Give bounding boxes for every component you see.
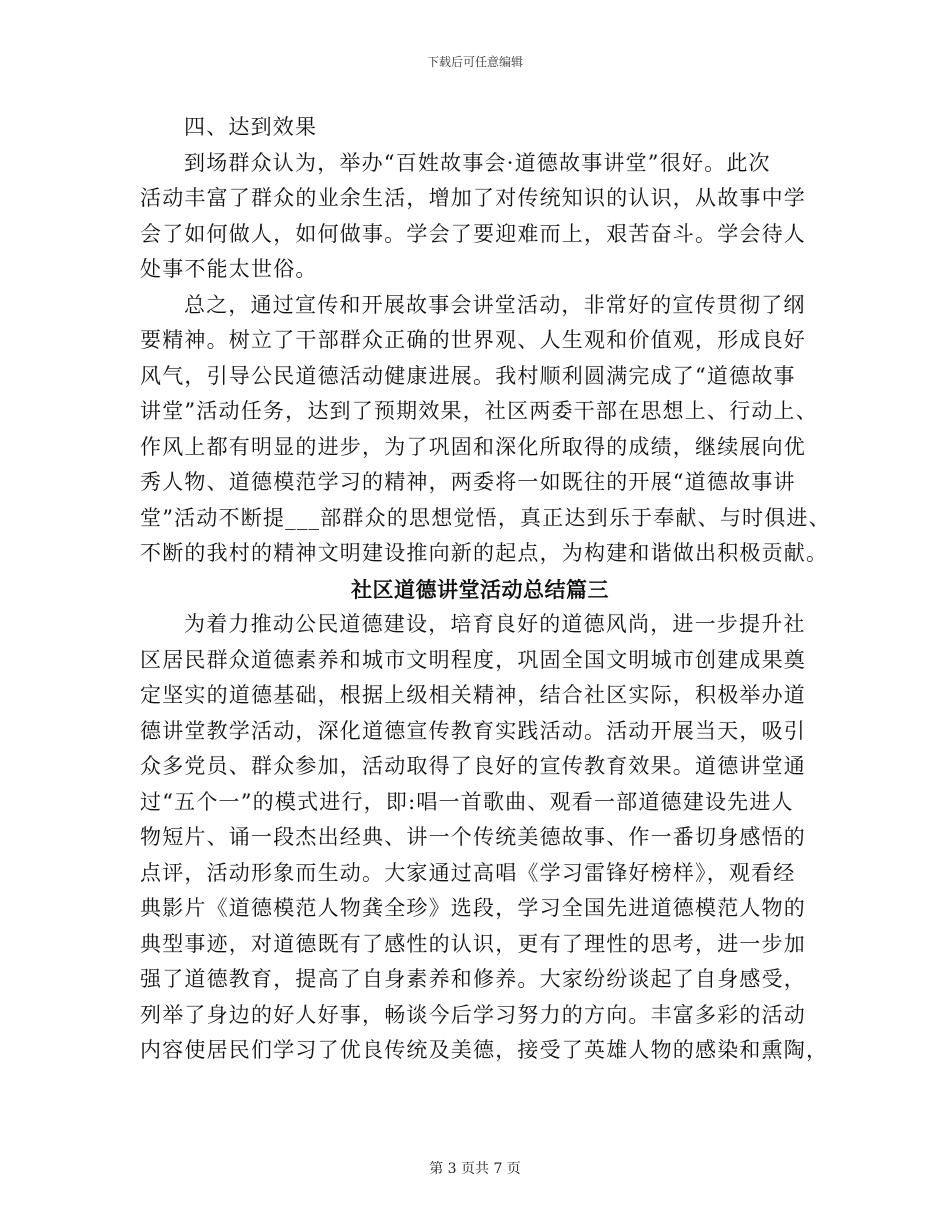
paragraph-line: 德讲堂教学活动，深化道德宣传教育实践活动。活动开展当天，吸引	[140, 718, 806, 743]
page-header: 下载后可任意编辑	[426, 55, 523, 69]
paragraph-line: 典型事迹，对道德既有了感性的认识，更有了理性的思考，进一步加	[140, 931, 806, 956]
paragraph-line: 会了如何做人，如何做事。学会了要迎难而上，艰苦奋斗。学会待人	[140, 221, 806, 246]
paragraph-line: 众多党员、群众参加，活动取得了良好的宣传教育效果。道德讲堂通	[140, 754, 806, 778]
paragraph-line: 不断的我村的精神文明建设推向新的起点，为构建和谐做出积极贡献。	[140, 541, 829, 565]
paragraph-line: 区居民群众道德素养和城市文明程度，巩固全国文明城市创建成果奠	[140, 647, 806, 672]
paragraph-line: 强了道德教育，提高了自身素养和修养。大家纷纷谈起了自身感受，	[140, 967, 806, 991]
paragraph-line: 处事不能太世俗。	[140, 257, 318, 281]
section-title: 社区道德讲堂活动总结篇三	[351, 576, 609, 602]
paragraph-line: 为着力推动公民道德建设，培育良好的道德风尚，进一步提升社	[184, 612, 806, 636]
paragraph-line: 内容使居民们学习了优良传统及美德，接受了英雄人物的感染和熏陶，	[140, 1038, 829, 1062]
paragraph-line: 总之，通过宣传和开展故事会讲堂活动，非常好的宣传贯彻了纲	[184, 292, 806, 317]
paragraph-line: 秀人物、道德模范学习的精神，两委将一如既往的开展“道德故事讲	[140, 470, 796, 494]
section-heading: 四、达到效果	[184, 115, 318, 139]
paragraph-line: 物短片、诵一段杰出经典、讲一个传统美德故事、作一番切身感悟的	[140, 825, 806, 849]
document-body	[140, 110, 831, 1069]
paragraph-line: 列举了身边的好人好事，畅谈今后学习努力的方向。丰富多彩的活动	[140, 1002, 806, 1027]
paragraph-line: 讲堂”活动任务，达到了预期效果，社区两委干部在思想上、行动上、	[140, 399, 818, 423]
paragraph-line: 点评，活动形象而生动。大家通过高唱《学习雷锋好榜样》，观看经	[140, 860, 796, 885]
paragraph-line: 风气，引导公民道德活动健康进展。我村顺利圆满完成了“道德故事	[140, 363, 796, 388]
paragraph-line: 作风上都有明显的进步，为了巩固和深化所取得的成绩，继续展向优	[140, 434, 806, 459]
paragraph-line: 定坚实的道德基础，根据上级相关精神，结合社区实际，积极举办道	[140, 683, 806, 707]
paragraph-line: 过“五个一”的模式进行，即:唱一首歌曲、观看一部道德建设先进人	[140, 789, 794, 814]
paragraph-line: 堂”活动不断提___部群众的思想觉悟，真正达到乐于奉献、与时俱进、	[140, 505, 831, 530]
paragraph-line: 活动丰富了群众的业余生活，增加了对传统知识的认识，从故事中学	[140, 186, 806, 210]
paragraph-line: 到场群众认为，举办“百姓故事会·道德故事讲堂”很好。此次	[184, 150, 771, 175]
paragraph-line: 典影片《道德模范人物龚全珍》选段，学习全国先进道德模范人物的	[140, 896, 806, 920]
paragraph-line: 要精神。树立了干部群众正确的世界观、人生观和价值观，形成良好	[140, 328, 806, 352]
page-footer: 第 3 页共 7 页	[429, 1161, 521, 1177]
